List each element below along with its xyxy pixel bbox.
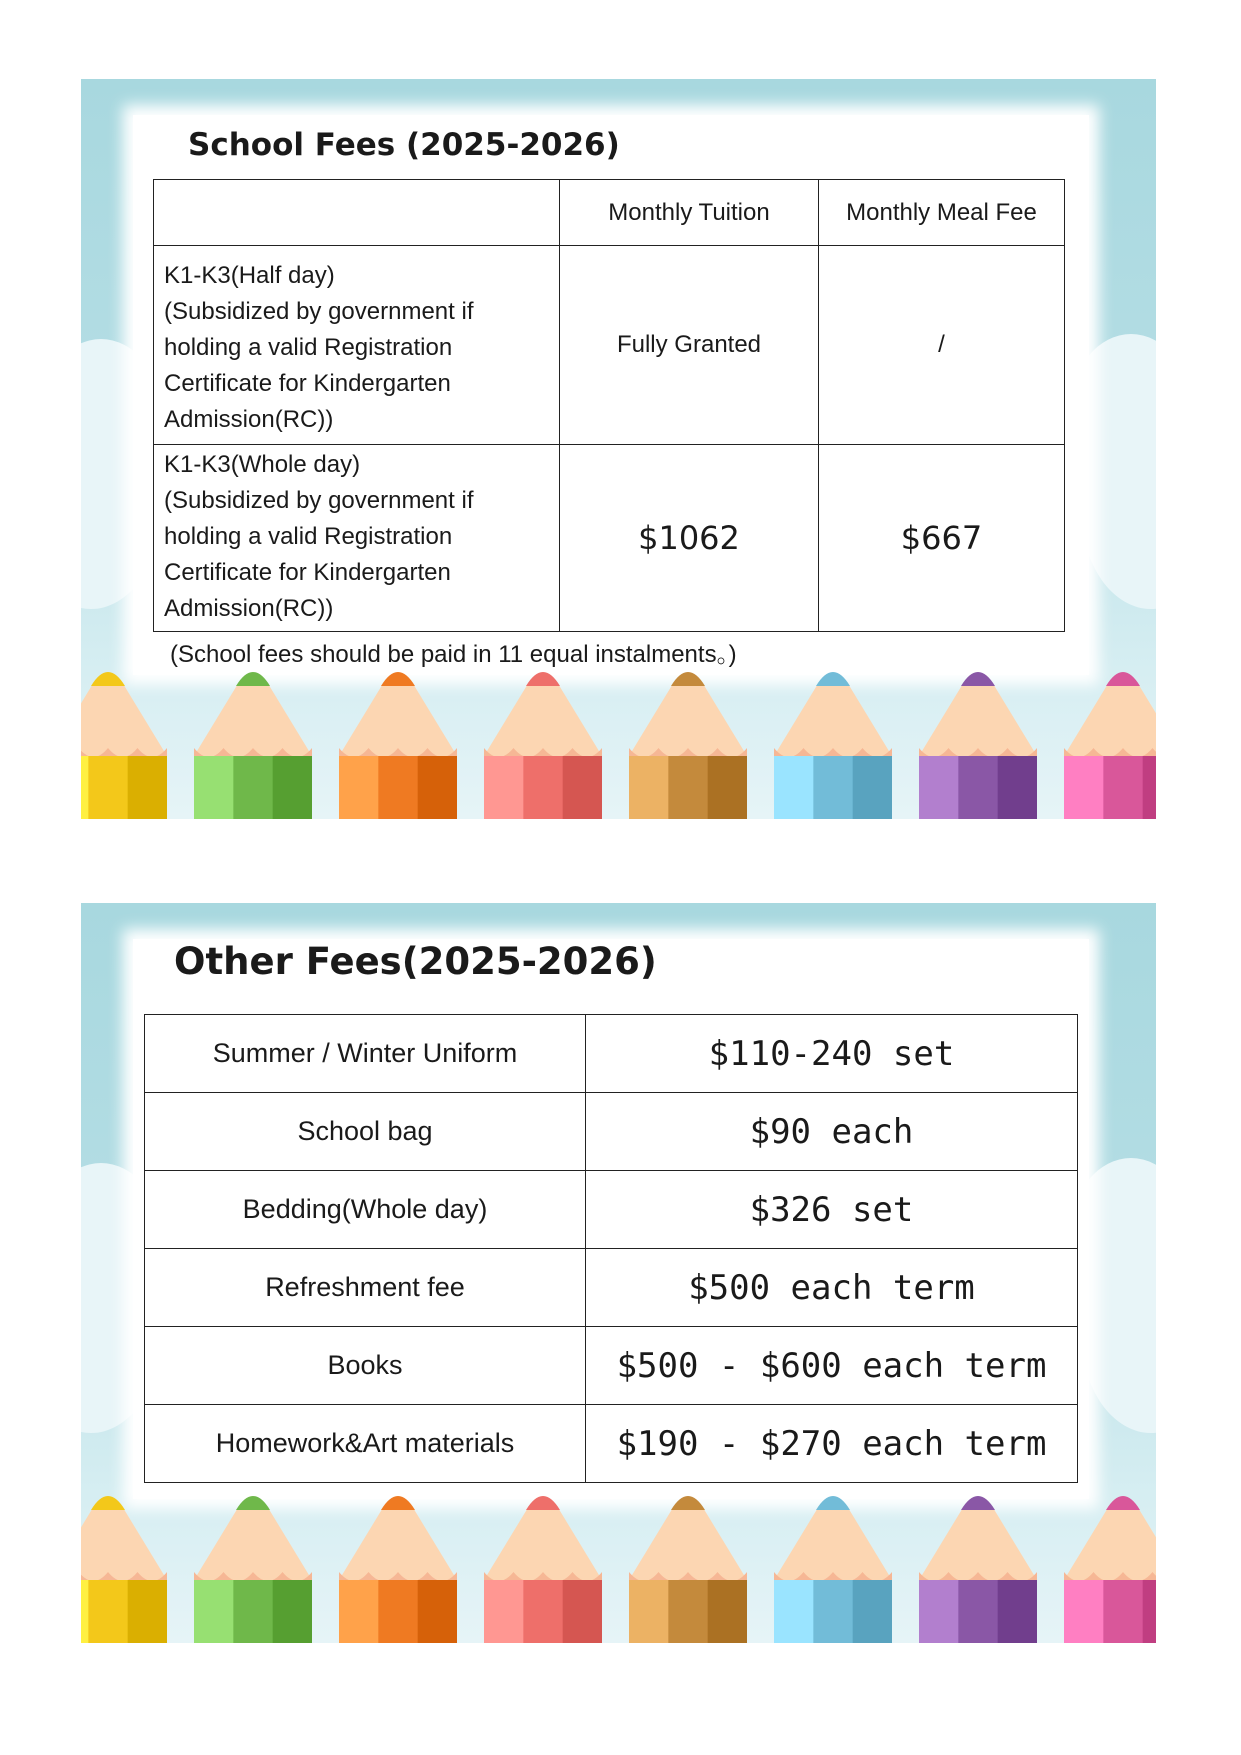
pencil-wood [194, 682, 312, 756]
pencil-body-shadow [708, 756, 747, 819]
pencil-4 [484, 1496, 602, 1643]
pencil-body-shadow [563, 756, 602, 819]
school-fees-table [153, 179, 1065, 632]
pencil-border-top [81, 664, 1156, 819]
pencil-2 [194, 672, 312, 819]
pencil-2 [194, 1496, 312, 1643]
fee-price: $326 set [586, 1171, 1078, 1249]
pencil-1 [81, 672, 167, 819]
pencil-8 [1064, 1496, 1156, 1643]
pencil-tip [961, 672, 995, 686]
fee-price: $190 - $270 each term [586, 1405, 1078, 1483]
fee-item: Bedding(Whole day) [145, 1171, 586, 1249]
pencil-body-highlight [774, 1580, 813, 1643]
other-fees-table [144, 1014, 1078, 1483]
table-row-half-day [154, 246, 1065, 445]
pencil-body-highlight [194, 756, 233, 819]
pencil-7 [919, 672, 1037, 819]
pencil-6 [774, 672, 892, 819]
row-label-line1: K1-K3(Half day) [164, 262, 335, 289]
pencil-tip [526, 1496, 560, 1510]
pencil-tip [91, 672, 125, 686]
pencil-wood [1064, 682, 1156, 756]
pencil-wood [81, 682, 167, 756]
pencil-tip [1106, 1496, 1140, 1510]
pencil-tip [1106, 672, 1140, 686]
pencil-wood [484, 1506, 602, 1580]
fee-item: Summer / Winter Uniform [145, 1015, 586, 1093]
pencil-5 [629, 672, 747, 819]
pencil-body-highlight [194, 1580, 233, 1643]
pencil-6 [774, 1496, 892, 1643]
pencil-body-highlight [484, 756, 523, 819]
row-label-half-day [154, 246, 560, 445]
table-row [145, 1327, 1078, 1405]
pencil-body-highlight [81, 1580, 88, 1643]
pencil-wood [919, 1506, 1037, 1580]
pencil-body-highlight [629, 756, 668, 819]
pencil-body-shadow [418, 756, 457, 819]
pencil-wood [81, 1506, 167, 1580]
meal-half-day: / [819, 246, 1065, 445]
pencil-tip [236, 1496, 270, 1510]
pencil-wood [194, 1506, 312, 1580]
pencil-1 [81, 1496, 167, 1643]
pencil-tip [91, 1496, 125, 1510]
meal-whole-day: $667 [819, 445, 1065, 632]
table-row-whole-day [154, 445, 1065, 632]
pencil-wood [629, 1506, 747, 1580]
tuition-whole-day: $1062 [560, 445, 819, 632]
pencil-body-highlight [339, 1580, 378, 1643]
table-row [145, 1015, 1078, 1093]
pencil-body-shadow [998, 1580, 1037, 1643]
pencil-body-highlight [1064, 1580, 1103, 1643]
pencil-tip [816, 672, 850, 686]
pencil-5 [629, 1496, 747, 1643]
row-label-line2: (Subsidized by government if holding a valid Registration Certificate for Kindergarten Admission(RC)) [164, 487, 474, 622]
row-label-whole-day [154, 445, 560, 632]
pencil-body-shadow [1143, 1580, 1156, 1643]
pencil-3 [339, 672, 457, 819]
pencil-tip [381, 1496, 415, 1510]
fee-item: Refreshment fee [145, 1249, 586, 1327]
pencil-tip [816, 1496, 850, 1510]
pencil-body-shadow [998, 756, 1037, 819]
fee-item: School bag [145, 1093, 586, 1171]
fee-item: Homework&Art materials [145, 1405, 586, 1483]
table-row [145, 1249, 1078, 1327]
table-row [145, 1405, 1078, 1483]
pencil-body-highlight [1064, 756, 1103, 819]
fee-item: Books [145, 1327, 586, 1405]
pencil-wood [484, 682, 602, 756]
pencil-border-bottom [81, 1488, 1156, 1643]
pencil-body-highlight [774, 756, 813, 819]
pencil-wood [629, 682, 747, 756]
pencil-body-shadow [853, 1580, 892, 1643]
pencil-body-highlight [919, 1580, 958, 1643]
pencil-body-shadow [273, 1580, 312, 1643]
header-monthly-meal-fee: Monthly Meal Fee [819, 180, 1065, 246]
pencil-wood [339, 682, 457, 756]
pencil-tip [671, 672, 705, 686]
pencil-4 [484, 672, 602, 819]
table-row [145, 1171, 1078, 1249]
pencil-body-shadow [1143, 756, 1156, 819]
pencil-body-shadow [418, 1580, 457, 1643]
pencil-wood [339, 1506, 457, 1580]
pencil-body-highlight [81, 756, 88, 819]
pencil-body-highlight [484, 1580, 523, 1643]
pencil-tip [526, 672, 560, 686]
pencil-wood [919, 682, 1037, 756]
header-blank-cell [154, 180, 560, 246]
row-label-line2: (Subsidized by government if holding a valid Registration Certificate for Kindergarten Admission(RC)) [164, 298, 474, 433]
pencil-tip [961, 1496, 995, 1510]
header-monthly-tuition: Monthly Tuition [560, 180, 819, 246]
pencil-body-shadow [273, 756, 312, 819]
pencil-wood [1064, 1506, 1156, 1580]
pencil-8 [1064, 672, 1156, 819]
fee-price: $110-240 set [586, 1015, 1078, 1093]
pencil-wood [774, 1506, 892, 1580]
pencil-body-highlight [629, 1580, 668, 1643]
table-row [145, 1093, 1078, 1171]
pencil-tip [236, 672, 270, 686]
pencil-body-highlight [919, 756, 958, 819]
pencil-body-shadow [128, 756, 167, 819]
pencil-body-shadow [128, 1580, 167, 1643]
pencil-body-shadow [708, 1580, 747, 1643]
row-label-line1: K1-K3(Whole day) [164, 451, 361, 478]
instalment-note: (School fees should be paid in 11 equal instalments。) [170, 641, 737, 668]
pencil-tip [381, 672, 415, 686]
pencil-wood [774, 682, 892, 756]
tuition-half-day: Fully Granted [560, 246, 819, 445]
pencil-7 [919, 1496, 1037, 1643]
fee-price: $90 each [586, 1093, 1078, 1171]
fee-price: $500 - $600 each term [586, 1327, 1078, 1405]
pencil-body-highlight [339, 756, 378, 819]
pencil-body-shadow [853, 756, 892, 819]
pencil-tip [671, 1496, 705, 1510]
other-fees-title: Other Fees(2025-2026) [174, 940, 657, 983]
pencil-3 [339, 1496, 457, 1643]
fee-price: $500 each term [586, 1249, 1078, 1327]
school-fees-title: School Fees (2025-2026) [188, 127, 620, 163]
table-header-row [154, 180, 1065, 246]
pencil-body-shadow [563, 1580, 602, 1643]
